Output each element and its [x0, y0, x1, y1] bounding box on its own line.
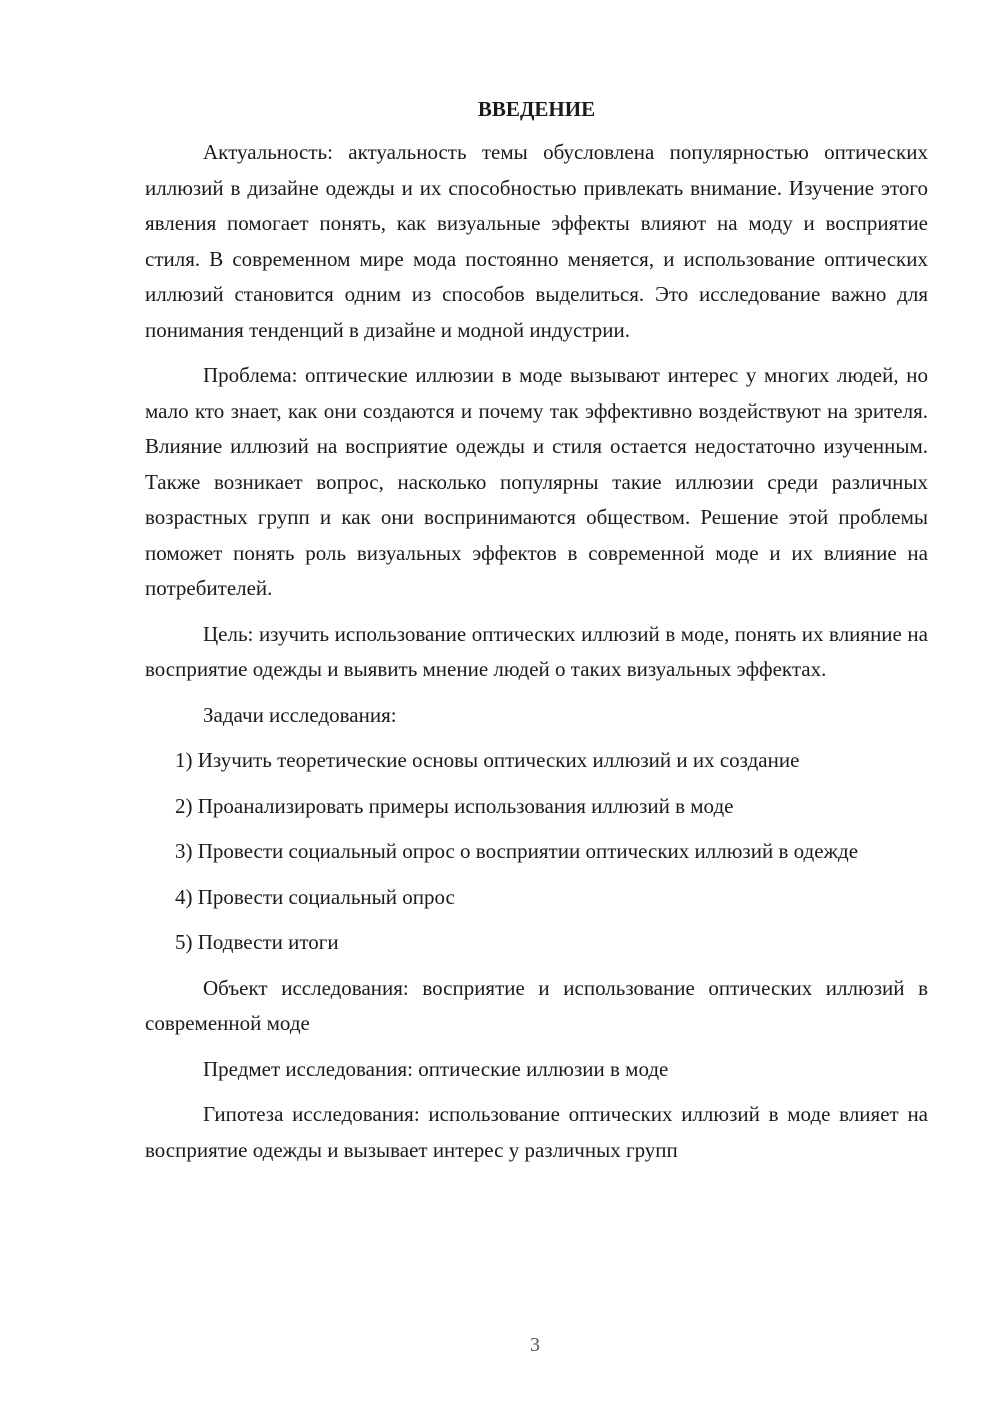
task-item-1: 1) Изучить теоретические основы оптических иллюзий и их создание [175, 748, 800, 772]
object-paragraph: Объект исследования: восприятие и использование оптических иллюзий в современной моде [145, 975, 928, 1035]
task-item-2: 2) Проанализировать примеры использования иллюзий в моде [175, 793, 734, 818]
page-content [145, 95, 928, 1178]
goal-paragraph: Цель: изучить использование оптических иллюзий в моде, понять их влияние на восприятие одежды и выявить мнение людей о таких визуальных эффектах. [145, 621, 928, 681]
task-item-5: 5) Подвести итоги [175, 930, 339, 954]
subject-paragraph: Предмет исследования: оптические иллюзии в моде [203, 1056, 669, 1081]
relevance-paragraph: Актуальность: актуальность темы обусловлена популярностью оптических иллюзий в дизайне одежды и их способностью привлекать внимание. Изучение этого явления помогает понять, как визуальные эффекты влияют на моду и восприятие стиля. В современном мире мода постоянно меняется, и использование оптических иллюзий становится одним из способов выделиться. Это исследование важно для понимания тенденций в дизайне и модной индустрии. [145, 140, 928, 342]
page-number: 3 [530, 1334, 540, 1356]
task-item-3: 3) Провести социальный опрос о восприятии оптических иллюзий в одежде [175, 839, 859, 863]
tasks-title: Задачи исследования: [203, 702, 397, 727]
task-item-4: 4) Провести социальный опрос [175, 884, 455, 909]
hypothesis-paragraph: Гипотеза исследования: использование оптических иллюзий в моде влияет на восприятие одежды и вызывает интерес у различных групп [145, 1102, 928, 1162]
problem-paragraph: Проблема: оптические иллюзии в моде вызывают интерес у многих людей, но мало кто знает, как они создаются и почему так эффективно воздействуют на зрителя. Влияние иллюзий на восприятие одежды и стиля остается недостаточно изученным. Также возникает вопрос, насколько популярны такие иллюзии среди различных возрастных групп и как они воспринимаются обществом. Решение этой проблемы поможет понять роль визуальных эффектов в современной моде и их влияние на потребителей. [145, 363, 928, 600]
section-heading: ВВЕДЕНИЕ [477, 97, 596, 121]
